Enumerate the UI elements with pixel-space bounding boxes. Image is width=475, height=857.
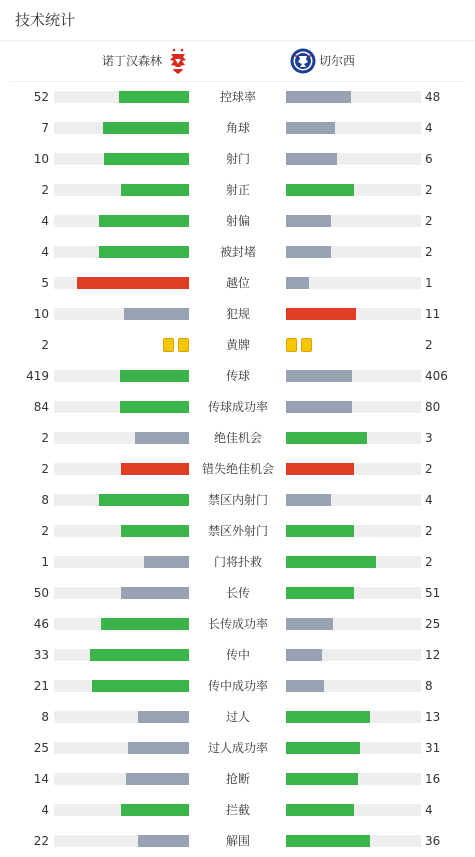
home-bar-track	[54, 804, 189, 816]
home-bar-track	[54, 773, 189, 785]
home-value: 1	[41, 555, 49, 569]
away-bar-track	[286, 463, 421, 475]
stat-label: 被封堵	[219, 245, 256, 259]
away-bar-track	[286, 773, 421, 785]
away-bar-track	[286, 835, 421, 847]
away-bar-track	[286, 91, 421, 103]
away-value: 25	[425, 617, 441, 631]
home-value: 2	[41, 524, 49, 538]
home-bar-track	[54, 649, 189, 661]
home-bar-fill	[138, 835, 189, 847]
stat-label: 过人	[225, 710, 250, 724]
away-bar-fill	[286, 556, 376, 568]
away-value: 6	[425, 152, 433, 166]
stat-label: 禁区内射门	[207, 493, 268, 507]
home-value: 52	[33, 90, 49, 104]
home-bar-fill	[144, 556, 189, 568]
home-bar-track	[54, 432, 189, 444]
away-value: 1	[425, 276, 433, 290]
home-bar-track	[54, 525, 189, 537]
stat-label: 射门	[225, 152, 250, 166]
away-bar-track	[286, 153, 421, 165]
home-bar-fill	[135, 432, 189, 444]
away-bar-track	[286, 401, 421, 413]
away-value: 2	[425, 183, 433, 197]
yellow-card-icon	[163, 338, 174, 352]
home-bar-track	[54, 246, 189, 258]
away-value: 2	[425, 524, 433, 538]
stat-label: 黄牌	[225, 338, 250, 352]
stat-row	[0, 392, 475, 423]
stat-row	[0, 702, 475, 733]
stat-row	[0, 361, 475, 392]
home-bar-track	[54, 401, 189, 413]
home-value: 7	[41, 121, 49, 135]
stat-label: 门将扑救	[213, 555, 262, 569]
stat-label: 犯规	[225, 307, 250, 321]
stat-label: 长传	[225, 586, 250, 600]
home-bar-fill	[128, 742, 189, 754]
home-value: 4	[41, 245, 49, 259]
home-bar-fill	[104, 153, 189, 165]
away-bar-fill	[286, 463, 354, 475]
stat-label: 禁区外射门	[207, 524, 268, 538]
home-bar-fill	[121, 525, 189, 537]
away-bar-track	[286, 494, 421, 506]
stat-row	[0, 237, 475, 268]
away-value: 13	[425, 710, 441, 724]
stat-row	[0, 113, 475, 144]
away-value: 36	[425, 834, 441, 848]
home-bar-fill	[92, 680, 189, 692]
stat-row	[0, 795, 475, 826]
away-bar-track	[286, 804, 421, 816]
stat-row	[0, 454, 475, 485]
home-bar-track	[54, 463, 189, 475]
home-value: 8	[41, 493, 49, 507]
home-value: 2	[41, 338, 49, 352]
away-bar-fill	[286, 153, 337, 165]
home-value: 5	[41, 276, 49, 290]
stat-label: 抢断	[225, 772, 250, 786]
away-bar-fill	[286, 432, 367, 444]
away-bar-track	[286, 184, 421, 196]
home-bar-fill	[99, 494, 189, 506]
home-value: 8	[41, 710, 49, 724]
away-value: 8	[425, 679, 433, 693]
away-bar-fill	[286, 91, 351, 103]
header-bar	[0, 0, 475, 41]
away-bar-track	[286, 432, 421, 444]
away-team-name[interactable]: 切尔西	[319, 54, 356, 68]
home-value: 4	[41, 214, 49, 228]
stat-row	[0, 578, 475, 609]
away-value: 2	[425, 338, 433, 352]
home-bar-track	[54, 153, 189, 165]
away-bar-fill	[286, 680, 324, 692]
stat-row	[0, 299, 475, 330]
away-value: 12	[425, 648, 441, 662]
away-bar-fill	[286, 184, 354, 196]
home-bar-track	[54, 277, 189, 289]
home-bar-fill	[103, 122, 189, 134]
stats-list	[0, 82, 475, 857]
away-bar-fill	[286, 711, 370, 723]
away-bar-fill	[286, 742, 360, 754]
home-bar-track	[54, 680, 189, 692]
stat-row	[0, 733, 475, 764]
stat-row	[0, 671, 475, 702]
stat-label: 传球成功率	[207, 400, 268, 414]
away-value: 16	[425, 772, 441, 786]
home-bar-track	[54, 370, 189, 382]
away-bar-fill	[286, 525, 354, 537]
home-bar-track	[54, 91, 189, 103]
away-bar-track	[286, 680, 421, 692]
stat-label: 错失绝佳机会	[201, 462, 274, 476]
home-bar-fill	[90, 649, 189, 661]
away-bar-fill	[286, 370, 352, 382]
home-bar-fill	[121, 587, 189, 599]
away-bar-track	[286, 742, 421, 754]
yellow-card-icon	[178, 338, 189, 352]
stat-row	[0, 485, 475, 516]
home-value: 14	[33, 772, 49, 786]
away-value: 4	[425, 803, 433, 817]
away-value: 406	[425, 369, 448, 383]
away-bar-track	[286, 618, 421, 630]
away-value: 51	[425, 586, 441, 600]
stat-row	[0, 175, 475, 206]
away-bar-fill	[286, 618, 333, 630]
away-bar-track	[286, 277, 421, 289]
home-bar-fill	[121, 463, 189, 475]
home-bar-track	[54, 742, 189, 754]
away-bar-track	[286, 587, 421, 599]
away-bar-fill	[286, 308, 356, 320]
away-bar-track	[286, 370, 421, 382]
home-bar-track	[54, 215, 189, 227]
home-value: 4	[41, 803, 49, 817]
home-bar-track	[54, 835, 189, 847]
home-bar-fill	[126, 773, 189, 785]
home-bar-fill	[120, 401, 189, 413]
away-bar-track	[286, 649, 421, 661]
home-value: 10	[33, 307, 49, 321]
yellow-card-icon	[286, 338, 297, 352]
away-yellow-cards	[286, 338, 312, 352]
nottingham-forest-crest-icon[interactable]	[168, 48, 188, 75]
stat-row	[0, 82, 475, 113]
stat-label: 越位	[225, 276, 250, 290]
away-value: 2	[425, 555, 433, 569]
home-team-name[interactable]: 诺丁汉森林	[101, 54, 162, 68]
stat-label: 射正	[225, 183, 250, 197]
stat-row	[0, 144, 475, 175]
home-bar-track	[54, 618, 189, 630]
home-bar-track	[54, 711, 189, 723]
away-bar-fill	[286, 277, 309, 289]
away-value: 4	[425, 121, 433, 135]
home-bar-track	[54, 556, 189, 568]
home-bar-track	[54, 184, 189, 196]
home-bar-fill	[77, 277, 189, 289]
home-bar-track	[54, 587, 189, 599]
stat-label: 传中	[225, 648, 250, 662]
home-value: 2	[41, 183, 49, 197]
away-bar-fill	[286, 587, 354, 599]
home-bar-fill	[119, 91, 189, 103]
home-value: 50	[33, 586, 49, 600]
home-value: 84	[33, 400, 49, 414]
home-value: 10	[33, 152, 49, 166]
home-bar-fill	[121, 184, 189, 196]
stat-label: 过人成功率	[207, 741, 268, 755]
stat-row	[0, 330, 475, 361]
stat-label: 传球	[225, 369, 250, 383]
away-bar-fill	[286, 649, 322, 661]
away-bar-track	[286, 525, 421, 537]
page-title: 技术统计	[15, 11, 76, 29]
away-bar-fill	[286, 835, 370, 847]
stat-row	[0, 609, 475, 640]
stat-label: 绝佳机会	[213, 431, 262, 445]
away-bar-fill	[286, 773, 358, 785]
home-bar-track	[54, 308, 189, 320]
away-bar-fill	[286, 804, 354, 816]
away-bar-fill	[286, 122, 335, 134]
away-bar-fill	[286, 401, 352, 413]
home-bar-fill	[99, 215, 189, 227]
away-bar-track	[286, 308, 421, 320]
stat-row	[0, 206, 475, 237]
home-value: 2	[41, 462, 49, 476]
away-value: 4	[425, 493, 433, 507]
stat-label: 长传成功率	[207, 617, 268, 631]
home-value: 2	[41, 431, 49, 445]
stat-label: 拦截	[225, 803, 250, 817]
home-bar-fill	[121, 804, 189, 816]
home-value: 46	[33, 617, 49, 631]
home-value: 22	[33, 834, 49, 848]
away-bar-track	[286, 556, 421, 568]
stat-row	[0, 423, 475, 454]
stat-label: 传中成功率	[207, 679, 268, 693]
yellow-card-icon	[301, 338, 312, 352]
teams-row	[10, 41, 466, 82]
away-bar-track	[286, 122, 421, 134]
home-bar-track	[54, 122, 189, 134]
away-value: 48	[425, 90, 441, 104]
home-bar-fill	[99, 246, 189, 258]
home-bar-fill	[120, 370, 189, 382]
stat-label: 角球	[225, 121, 250, 135]
home-bar-fill	[138, 711, 189, 723]
away-value: 2	[425, 462, 433, 476]
away-bar-track	[286, 711, 421, 723]
home-yellow-cards	[163, 338, 189, 352]
stat-label: 控球率	[219, 90, 256, 104]
stat-row	[0, 640, 475, 671]
away-value: 2	[425, 214, 433, 228]
stat-row	[0, 516, 475, 547]
away-bar-fill	[286, 246, 331, 258]
home-bar-fill	[124, 308, 189, 320]
stat-row	[0, 268, 475, 299]
home-bar-track	[54, 494, 189, 506]
home-value: 21	[33, 679, 49, 693]
away-value: 2	[425, 245, 433, 259]
away-value: 11	[425, 307, 441, 321]
home-value: 33	[33, 648, 49, 662]
stat-row	[0, 826, 475, 857]
away-bar-track	[286, 246, 421, 258]
away-bar-fill	[286, 494, 331, 506]
away-bar-track	[286, 215, 421, 227]
stat-label: 解围	[225, 834, 250, 848]
away-value: 80	[425, 400, 441, 414]
away-value: 3	[425, 431, 433, 445]
stat-row	[0, 764, 475, 795]
away-value: 31	[425, 741, 441, 755]
chelsea-crest-icon[interactable]	[290, 48, 316, 74]
stat-row	[0, 547, 475, 578]
home-bar-fill	[101, 618, 189, 630]
home-value: 419	[26, 369, 49, 383]
home-value: 25	[33, 741, 49, 755]
stat-label: 射偏	[225, 214, 250, 228]
away-bar-fill	[286, 215, 331, 227]
